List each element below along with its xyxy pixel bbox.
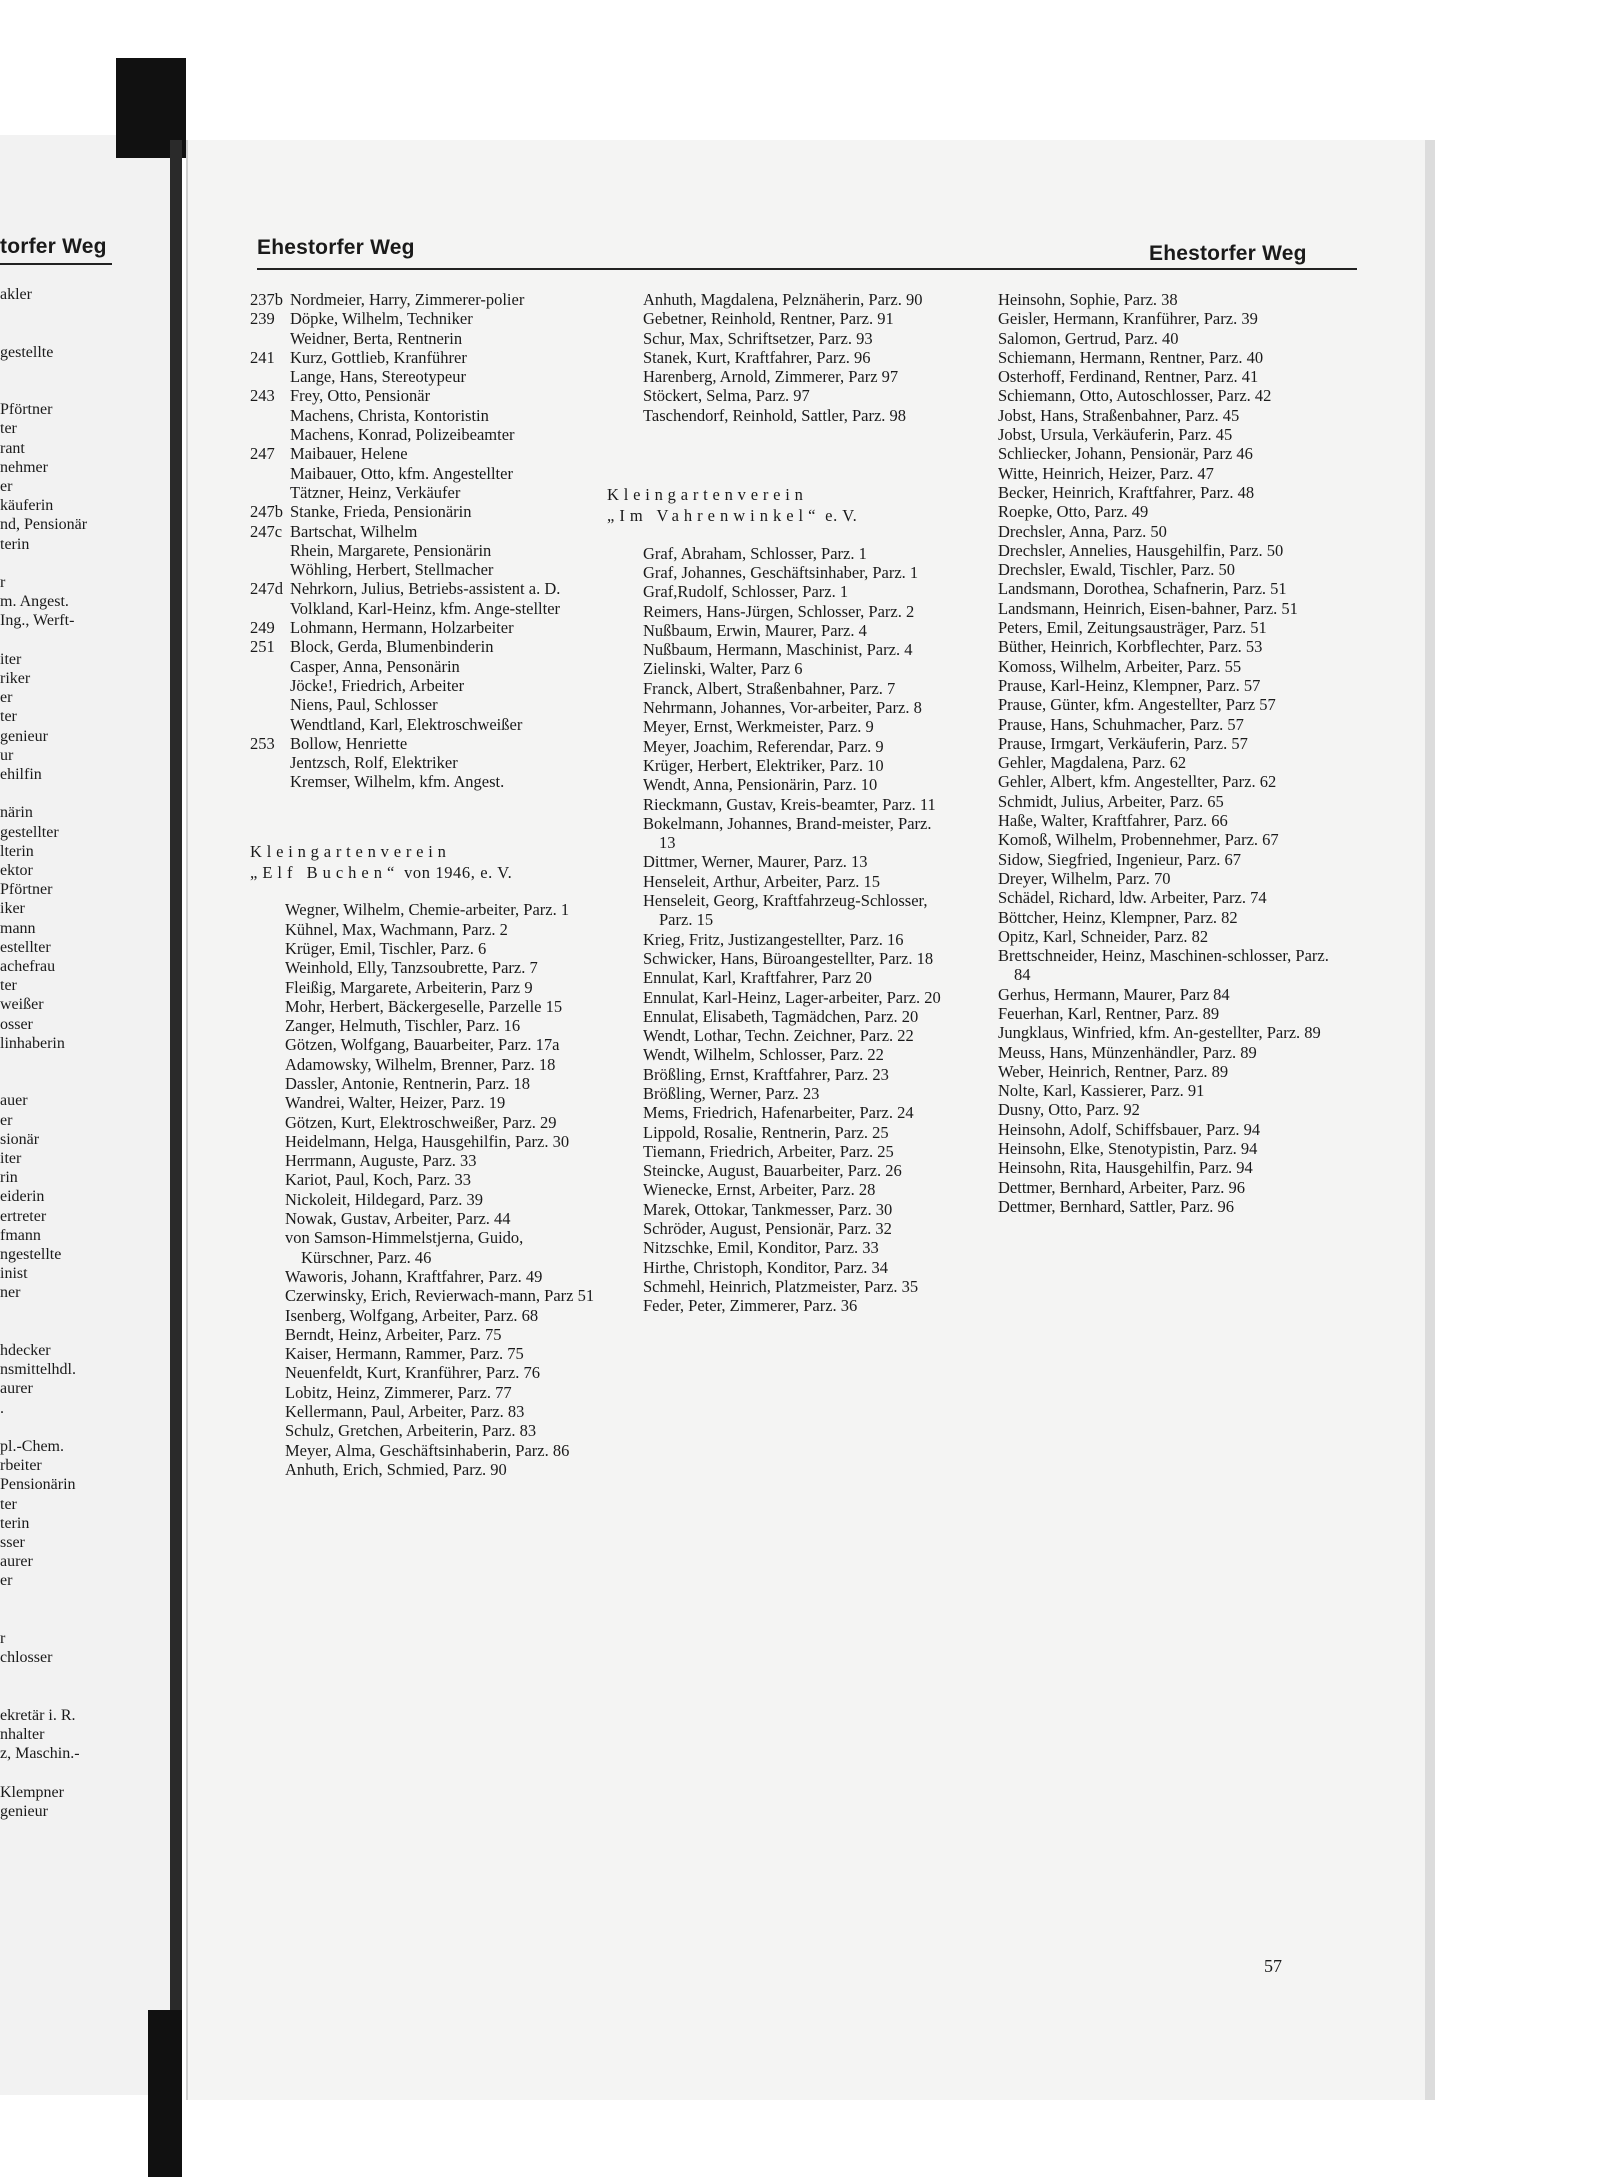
previous-page-line: ter: [0, 708, 17, 726]
member-entry: Jobst, Hans, Straßenbahner, Parz. 45: [998, 405, 1240, 425]
member-entry: Ennulat, Elisabeth, Tagmädchen, Parz. 20: [643, 1006, 919, 1026]
member-entry: Feuerhan, Karl, Rentner, Parz. 89: [998, 1003, 1220, 1023]
member-entry: Weinhold, Elly, Tanzsoubrette, Parz. 7: [285, 958, 538, 978]
previous-page-line: aurer: [0, 1553, 33, 1571]
resident-text: Kurz, Gottlieb, Kranführer: [290, 347, 467, 367]
member-entry: Gehler, Magdalena, Parz. 62: [998, 753, 1187, 773]
resident-entry: [250, 715, 595, 734]
member-entry: Heinsohn, Sophie, Parz. 38: [998, 290, 1178, 309]
resident-text: Jentzsch, Rolf, Elektriker: [290, 753, 458, 773]
member-entry: Dassler, Antonie, Rentnerin, Parz. 18: [285, 1073, 530, 1093]
resident-text: Rhein, Margarete, Pensionärin: [290, 540, 492, 560]
member-entry: Feder, Peter, Zimmerer, Parz. 36: [643, 1296, 858, 1316]
previous-page-line: er: [0, 689, 13, 707]
previous-page-line: ektor: [0, 861, 33, 879]
member-entry: Ennulat, Karl-Heinz, Lager-arbeiter, Parz. 20: [643, 987, 941, 1007]
resident-entry: [250, 309, 595, 328]
resident-entry: [250, 367, 595, 386]
previous-page-line: auer: [0, 1092, 28, 1110]
previous-page-line: [0, 1610, 87, 1629]
member-entry: Graf,Rudolf, Schlosser, Parz. 1: [643, 582, 849, 602]
im-vahrenwinkel-members-continued: [998, 290, 1333, 1216]
im-vahrenwinkel-members-list: [643, 544, 942, 1316]
previous-page-line: närin: [0, 804, 33, 822]
member-entry: Böttcher, Heinz, Klempner, Parz. 82: [998, 907, 1238, 927]
house-number: 247: [250, 444, 275, 464]
member-entry: Fleißig, Margarete, Arbeiterin, Parz 9: [285, 977, 533, 997]
previous-page-line: Ing., Werft-: [0, 612, 75, 630]
member-entry: Gerhus, Hermann, Maurer, Parz 84: [998, 984, 1230, 1004]
resident-entry: [250, 386, 595, 405]
member-entry: Weber, Heinrich, Rentner, Parz. 89: [998, 1061, 1229, 1081]
member-entry: Jobst, Ursula, Verkäuferin, Parz. 45: [998, 425, 1233, 445]
member-entry: Zanger, Helmuth, Tischler, Parz. 16: [285, 1016, 521, 1036]
previous-page-line: nehmer: [0, 458, 48, 476]
member-entry: Anhuth, Erich, Schmied, Parz. 90: [285, 1459, 507, 1479]
previous-page-fragments: [0, 285, 87, 1821]
member-entry: Isenberg, Wolfgang, Arbeiter, Parz. 68: [285, 1305, 539, 1325]
member-entry: Dettmer, Bernhard, Sattler, Parz. 96: [998, 1196, 1235, 1216]
section-subtitle-name: „Elf Buchen“: [250, 863, 400, 883]
member-entry: Opitz, Karl, Schneider, Parz. 82: [998, 926, 1209, 946]
member-entry: Kellermann, Paul, Arbeiter, Parz. 83: [285, 1402, 525, 1422]
previous-page-line: ter: [0, 977, 17, 995]
member-entry: Brößling, Ernst, Kraftfahrer, Parz. 23: [643, 1064, 889, 1084]
page-57: [186, 140, 1428, 2100]
resident-text: Wendtland, Karl, Elektroschweißer: [290, 714, 523, 734]
member-entry: Herrmann, Auguste, Parz. 33: [285, 1151, 477, 1171]
resident-entry: [250, 425, 595, 444]
resident-entry: [250, 599, 595, 618]
member-entry: Meuss, Hans, Münzenhändler, Parz. 89: [998, 1042, 1257, 1062]
previous-page-line: [0, 1687, 87, 1706]
resident-text: Döpke, Wilhelm, Techniker: [290, 309, 473, 329]
member-entry: Drechsler, Annelies, Hausgehilfin, Parz. 50: [998, 540, 1284, 560]
member-entry: Gehler, Albert, kfm. Angestellter, Parz. 62: [998, 772, 1277, 792]
member-entry: Schiemann, Otto, Autoschlosser, Parz. 42: [998, 386, 1272, 406]
member-entry: Sidow, Siegfried, Ingenieur, Parz. 67: [998, 849, 1241, 869]
member-entry: Krüger, Emil, Tischler, Parz. 6: [285, 938, 487, 958]
section-subtitle-rest: von 1946, e. V.: [399, 863, 513, 883]
member-entry: Lobitz, Heinz, Zimmerer, Parz. 77: [285, 1382, 512, 1402]
member-entry: Berndt, Heinz, Arbeiter, Parz. 75: [285, 1324, 502, 1344]
member-entry: Marek, Ottokar, Tankmesser, Parz. 30: [643, 1199, 893, 1219]
house-number: 247b: [250, 502, 283, 522]
member-entry: Büther, Heinrich, Korbflechter, Parz. 53: [998, 637, 1263, 657]
resident-text: Lange, Hans, Stereotypeur: [290, 367, 466, 387]
previous-page-line: aurer: [0, 1380, 33, 1398]
previous-page-line: er: [0, 1111, 13, 1129]
member-entry: Wegner, Wilhelm, Chemie-arbeiter, Parz. 1: [285, 900, 570, 920]
resident-text: Weidner, Berta, Rentnerin: [290, 328, 463, 348]
section-title-kleingartenverein-2: Kleingartenverein: [607, 485, 808, 505]
previous-page-line: eiderin: [0, 1188, 45, 1206]
previous-page-line: genieur: [0, 727, 48, 745]
header-right-title: Ehestorfer Weg: [1149, 242, 1307, 265]
resident-entry: [250, 676, 595, 695]
previous-page-line: ngestellte: [0, 1246, 62, 1264]
previous-page-line: [0, 1667, 87, 1686]
member-entry: Schmehl, Heinrich, Platzmeister, Parz. 35: [643, 1276, 919, 1296]
previous-page-line: rin: [0, 1169, 18, 1187]
resident-entry: [250, 522, 595, 541]
header-left-title: Ehestorfer Weg: [257, 236, 415, 259]
resident-entry: [250, 348, 595, 367]
header-rule: [257, 268, 1357, 270]
previous-page-line: käuferin: [0, 497, 54, 515]
previous-page-line: Pförtner: [0, 881, 53, 899]
resident-text: Tätzner, Heinz, Verkäufer: [290, 482, 461, 502]
resident-entry: [250, 560, 595, 579]
resident-entry: [250, 464, 595, 483]
section-subtitle-name: „Im Vahrenwinkel“: [607, 506, 821, 526]
resident-text: Wöhling, Herbert, Stellmacher: [290, 560, 494, 580]
member-entry: Brößling, Werner, Parz. 23: [643, 1083, 820, 1103]
resident-entry: [250, 579, 595, 598]
member-entry: Nußbaum, Hermann, Maschinist, Parz. 4: [643, 640, 913, 660]
previous-page-line: estellter: [0, 938, 51, 956]
member-entry: Komoss, Wilhelm, Arbeiter, Parz. 55: [998, 656, 1242, 676]
member-entry: Wienecke, Ernst, Arbeiter, Parz. 28: [643, 1180, 876, 1200]
member-entry: Zielinski, Walter, Parz 6: [643, 659, 803, 679]
house-number: 247d: [250, 579, 283, 599]
member-entry: Peters, Emil, Zeitungsausträger, Parz. 51: [998, 618, 1267, 638]
member-entry: Wendt, Lothar, Techn. Zeichner, Parz. 22: [643, 1026, 914, 1046]
previous-page-line: sionär: [0, 1130, 40, 1148]
member-entry: Krieg, Fritz, Justizangestellter, Parz. 16: [643, 929, 904, 949]
previous-page-line: sser: [0, 1534, 25, 1552]
previous-page-line: .: [0, 1399, 4, 1417]
previous-page-line: inist: [0, 1265, 28, 1283]
previous-page-line: r: [0, 573, 6, 591]
member-entry: Neuenfeldt, Kurt, Kranführer, Parz. 76: [285, 1363, 540, 1383]
column-3: [998, 290, 1333, 1216]
previous-page-line: [0, 1303, 87, 1322]
member-entry: Heinsohn, Elke, Stenotypistin, Parz. 94: [998, 1139, 1258, 1159]
member-entry: Graf, Abraham, Schlosser, Parz. 1: [643, 543, 867, 563]
member-entry: Henseleit, Arthur, Arbeiter, Parz. 15: [643, 871, 880, 891]
member-entry: Taschendorf, Reinhold, Sattler, Parz. 98: [643, 405, 907, 425]
resident-text: Machens, Konrad, Polizeibeamter: [290, 425, 515, 445]
member-entry: Schwicker, Hans, Büroangestellter, Parz. 18: [643, 948, 934, 968]
house-number: 247c: [250, 521, 283, 541]
previous-page-line: osser: [0, 1015, 33, 1033]
member-entry: Heinsohn, Adolf, Schiffsbauer, Parz. 94: [998, 1119, 1261, 1139]
previous-page-line: ertreter: [0, 1207, 47, 1225]
previous-page-line: gestellte: [0, 343, 54, 361]
previous-page-line: ner: [0, 1284, 21, 1302]
previous-page-line: weißer: [0, 996, 44, 1014]
member-entry: Steincke, August, Bauarbeiter, Parz. 26: [643, 1161, 902, 1181]
previous-page-line: chlosser: [0, 1649, 53, 1667]
previous-page-line: [0, 554, 87, 573]
elf-buchen-members-list: [285, 900, 595, 1479]
member-entry: Geisler, Hermann, Kranführer, Parz. 39: [998, 309, 1258, 329]
previous-page-line: nhalter: [0, 1725, 45, 1743]
member-entry: Schliecker, Johann, Pensionär, Parz 46: [998, 444, 1253, 464]
section-subtitle-elf-buchen: [250, 863, 595, 882]
resident-entry: [250, 618, 595, 637]
member-entry: Waworis, Johann, Kraftfahrer, Parz. 49: [285, 1266, 543, 1286]
resident-text: Machens, Christa, Kontoristin: [290, 405, 489, 425]
previous-page-line: [0, 323, 87, 342]
page-edge-shadow: [1425, 140, 1435, 2100]
member-entry: Dittmer, Werner, Maurer, Parz. 13: [643, 852, 868, 872]
previous-page-header-rule: [0, 263, 112, 265]
previous-page-line: [0, 362, 87, 381]
resident-text: Volkland, Karl-Heinz, kfm. Ange-stellter: [290, 598, 561, 618]
resident-entry: [250, 637, 595, 656]
member-entry: Heinsohn, Rita, Hausgehilfin, Parz. 94: [998, 1158, 1253, 1178]
member-entry: Dusny, Otto, Parz. 92: [998, 1100, 1140, 1120]
member-entry: Schur, Max, Schriftsetzer, Parz. 93: [643, 328, 873, 348]
member-entry: Wendt, Anna, Pensionärin, Parz. 10: [643, 775, 878, 795]
resident-text: Frey, Otto, Pensionär: [290, 386, 431, 406]
member-entry: Nußbaum, Erwin, Maurer, Parz. 4: [643, 620, 867, 640]
previous-page-line: pl.-Chem.: [0, 1438, 64, 1455]
resident-text: Kremser, Wilhelm, kfm. Angest.: [290, 772, 505, 792]
resident-entry: [250, 290, 595, 309]
member-entry: Drechsler, Ewald, Tischler, Parz. 50: [998, 560, 1235, 580]
member-entry: Meyer, Alma, Geschäftsinhaberin, Parz. 86: [285, 1440, 570, 1460]
previous-page-line: ekretär i. R.: [0, 1706, 76, 1724]
member-entry: Bokelmann, Johannes, Brand-meister, Parz. 13: [643, 813, 932, 853]
resident-entry: [250, 329, 595, 348]
member-entry: Nickoleit, Hildegard, Parz. 39: [285, 1189, 483, 1209]
member-entry: Kariot, Paul, Koch, Parz. 33: [285, 1170, 472, 1190]
member-entry: Rieckmann, Gustav, Kreis-beamter, Parz. 11: [643, 794, 936, 814]
member-entry: von Samson-Himmelstjerna, Guido, Kürschner, Parz. 46: [285, 1228, 524, 1267]
resident-text: Stanke, Frieda, Pensionärin: [290, 502, 472, 522]
house-number: 251: [250, 637, 275, 657]
previous-page-line: er: [0, 477, 13, 495]
previous-page-line: iter: [0, 650, 22, 668]
resident-text: Nehrkorn, Julius, Betriebs-assistent a. D.: [290, 579, 561, 599]
previous-page-line: achefrau: [0, 958, 56, 975]
member-entry: Prause, Irmgart, Verkäuferin, Parz. 57: [998, 733, 1248, 753]
resident-text: Nordmeier, Harry, Zimmerer-polier: [290, 290, 525, 309]
member-entry: Landsmann, Heinrich, Eisen-bahner, Parz. 51: [998, 598, 1298, 618]
previous-page-line: [0, 1591, 87, 1610]
previous-page-line: rant: [0, 439, 25, 457]
house-number: 239: [250, 309, 275, 329]
member-entry: Prause, Hans, Schuhmacher, Parz. 57: [998, 714, 1244, 734]
previous-page-line: Klempner: [0, 1783, 64, 1801]
book-spine-bottom: [148, 2010, 182, 2177]
previous-page-line: [0, 631, 87, 650]
member-entry: Meyer, Joachim, Referendar, Parz. 9: [643, 736, 884, 756]
previous-page-line: ter: [0, 1495, 17, 1513]
resident-entry: [250, 734, 595, 753]
previous-page-line: ehilfin: [0, 765, 42, 783]
previous-page-line: [0, 1322, 87, 1341]
resident-text: Casper, Anna, Pensonärin: [290, 656, 460, 676]
previous-page-line: [0, 381, 87, 400]
previous-page-line: akler: [0, 286, 32, 303]
elf-buchen-members-continued: [643, 290, 942, 425]
member-entry: Krüger, Herbert, Elektriker, Parz. 10: [643, 755, 884, 775]
member-entry: Kaiser, Hermann, Rammer, Parz. 75: [285, 1344, 524, 1364]
resident-entry: [250, 695, 595, 714]
previous-page-line: terin: [0, 1514, 30, 1532]
previous-page-line: m. Angest.: [0, 593, 69, 611]
house-number: 253: [250, 733, 275, 753]
previous-page-line: iter: [0, 1150, 22, 1167]
resident-entry: [250, 502, 595, 521]
member-entry: Mems, Friedrich, Hafenarbeiter, Parz. 24: [643, 1103, 914, 1123]
previous-page-line: [0, 1418, 87, 1437]
member-entry: Anhuth, Magdalena, Pelznäherin, Parz. 90: [643, 290, 923, 309]
member-entry: Tiemann, Friedrich, Arbeiter, Parz. 25: [643, 1141, 894, 1161]
previous-page-line: r: [0, 1630, 6, 1647]
member-entry: Meyer, Ernst, Werkmeister, Parz. 9: [643, 717, 874, 737]
member-entry: Komoß, Wilhelm, Probennehmer, Parz. 67: [998, 830, 1279, 850]
resident-text: Bollow, Henriette: [290, 733, 408, 753]
previous-page-line: [0, 1053, 87, 1072]
section-subtitle-im-vahrenwinkel: [607, 506, 942, 525]
member-entry: Heidelmann, Helga, Hausgehilfin, Parz. 30: [285, 1131, 570, 1151]
member-entry: Prause, Günter, kfm. Angestellter, Parz 57: [998, 695, 1276, 715]
previous-page-line: z, Maschin.-: [0, 1745, 80, 1763]
member-entry: Nitzschke, Emil, Konditor, Parz. 33: [643, 1238, 879, 1258]
member-entry: Schulz, Gretchen, Arbeiterin, Parz. 83: [285, 1421, 537, 1441]
resident-entry: [250, 541, 595, 560]
member-entry: Osterhoff, Ferdinand, Rentner, Parz. 41: [998, 367, 1259, 387]
previous-page-line: Pensionärin: [0, 1476, 76, 1494]
member-entry: Gebetner, Reinhold, Rentner, Parz. 91: [643, 309, 894, 329]
member-entry: Lippold, Rosalie, Rentnerin, Parz. 25: [643, 1122, 889, 1142]
member-entry: Wendt, Wilhelm, Schlosser, Parz. 22: [643, 1045, 884, 1065]
resident-entry: [250, 753, 595, 772]
previous-page-line: [0, 304, 87, 323]
member-entry: Stöckert, Selma, Parz. 97: [643, 386, 810, 406]
previous-page-line: nd, Pensionär: [0, 516, 88, 534]
member-entry: Schröder, August, Pensionär, Parz. 32: [643, 1219, 892, 1239]
member-entry: Becker, Heinrich, Kraftfahrer, Parz. 48: [998, 482, 1255, 502]
resident-text: Maibauer, Otto, kfm. Angestellter: [290, 463, 513, 483]
resident-text: Bartschat, Wilhelm: [290, 521, 418, 541]
house-number: 243: [250, 386, 275, 406]
previous-page-line: rbeiter: [0, 1457, 42, 1475]
house-number: 241: [250, 347, 275, 367]
previous-page-line: genieur: [0, 1802, 48, 1820]
previous-page-line: mann: [0, 919, 36, 937]
member-entry: Reimers, Hans-Jürgen, Schlosser, Parz. 2: [643, 601, 915, 621]
previous-page-line: fmann: [0, 1226, 41, 1244]
member-entry: Franck, Albert, Straßenbahner, Parz. 7: [643, 678, 896, 698]
member-entry: Drechsler, Anna, Parz. 50: [998, 521, 1167, 541]
previous-page-edge: [0, 135, 170, 2095]
previous-page-line: linhaberin: [0, 1034, 65, 1052]
member-entry: Jungklaus, Winfried, kfm. An-gestellter, Parz. 89: [998, 1023, 1321, 1043]
column-2: [607, 290, 942, 1316]
member-entry: Kühnel, Max, Wachmann, Parz. 2: [285, 919, 508, 939]
resident-entry: [250, 657, 595, 676]
house-number: 237b: [250, 290, 283, 309]
previous-page-line: gestellter: [0, 823, 59, 841]
member-entry: Götzen, Wolfgang, Bauarbeiter, Parz. 17a: [285, 1035, 560, 1055]
previous-page-line: terin: [0, 535, 30, 553]
resident-entry: [250, 772, 595, 791]
member-entry: Witte, Heinrich, Heizer, Parz. 47: [998, 463, 1214, 483]
previous-page-line: iker: [0, 900, 25, 918]
member-entry: Nowak, Gustav, Arbeiter, Parz. 44: [285, 1209, 511, 1229]
member-entry: Brettschneider, Heinz, Maschinen-schlosser, Parz. 84: [998, 946, 1329, 985]
column-1: [250, 290, 595, 1479]
member-entry: Haße, Walter, Kraftfahrer, Parz. 66: [998, 811, 1228, 831]
member-entry: Graf, Johannes, Geschäftsinhaber, Parz. 1: [643, 562, 919, 582]
resident-text: Jöcke!, Friedrich, Arbeiter: [290, 675, 465, 695]
member-entry: Henseleit, Georg, Kraftfahrzeug-Schlosser, Parz. 15: [643, 891, 928, 930]
book-gutter: [170, 140, 182, 2100]
member-entry: Hirthe, Christoph, Konditor, Parz. 34: [643, 1257, 888, 1277]
previous-page-line: lterin: [0, 842, 34, 860]
street-residents-list: [250, 290, 595, 792]
member-entry: Czerwinsky, Erich, Revierwach-mann, Parz 51: [285, 1286, 595, 1306]
previous-page-header: torfer Weg: [0, 235, 107, 258]
member-entry: Roepke, Otto, Parz. 49: [998, 502, 1149, 522]
resident-entry: [250, 483, 595, 502]
previous-page-line: ur: [0, 746, 14, 764]
member-entry: Stanek, Kurt, Kraftfahrer, Parz. 96: [643, 347, 871, 367]
member-entry: Schmidt, Julius, Arbeiter, Parz. 65: [998, 791, 1224, 811]
member-entry: Schiemann, Hermann, Rentner, Parz. 40: [998, 347, 1264, 367]
section-subtitle-rest: e. V.: [820, 506, 858, 526]
member-entry: Dreyer, Wilhelm, Parz. 70: [998, 868, 1171, 888]
page-number: 57: [1264, 1956, 1282, 1976]
resident-entry: [250, 406, 595, 425]
section-title-kleingartenverein-1: Kleingartenverein: [250, 841, 451, 861]
previous-page-line: er: [0, 1572, 13, 1590]
member-entry: Landsmann, Dorothea, Schafnerin, Parz. 51: [998, 579, 1287, 599]
resident-text: Maibauer, Helene: [290, 444, 408, 464]
member-entry: Adamowsky, Wilhelm, Brenner, Parz. 18: [285, 1054, 556, 1074]
member-entry: Prause, Karl-Heinz, Klempner, Parz. 57: [998, 675, 1261, 695]
previous-page-line: ter: [0, 420, 17, 438]
resident-text: Niens, Paul, Schlosser: [290, 695, 438, 715]
previous-page-line: nsmittelhdl.: [0, 1361, 76, 1379]
previous-page-line: [0, 1763, 87, 1782]
member-entry: Nehrmann, Johannes, Vor-arbeiter, Parz. 8: [643, 698, 922, 718]
previous-page-line: hdecker: [0, 1342, 51, 1359]
member-entry: Salomon, Gertrud, Parz. 40: [998, 328, 1179, 348]
member-entry: Harenberg, Arnold, Zimmerer, Parz 97: [643, 367, 899, 387]
member-entry: Nolte, Karl, Kassierer, Parz. 91: [998, 1081, 1205, 1101]
member-entry: Wandrei, Walter, Heizer, Parz. 19: [285, 1093, 506, 1113]
member-entry: Dettmer, Bernhard, Arbeiter, Parz. 96: [998, 1177, 1246, 1197]
resident-text: Lohmann, Hermann, Holzarbeiter: [290, 618, 514, 638]
previous-page-line: riker: [0, 669, 31, 687]
member-entry: Ennulat, Karl, Kraftfahrer, Parz 20: [643, 968, 872, 988]
previous-page-line: [0, 1072, 87, 1091]
member-entry: Götzen, Kurt, Elektroschweißer, Parz. 29: [285, 1112, 557, 1132]
member-entry: Mohr, Herbert, Bäckergeselle, Parzelle 15: [285, 996, 563, 1016]
resident-text: Block, Gerda, Blumenbinderin: [290, 637, 494, 657]
previous-page-line: Pförtner: [0, 401, 53, 419]
previous-page-line: [0, 784, 87, 803]
member-entry: Schädel, Richard, ldw. Arbeiter, Parz. 74: [998, 888, 1267, 908]
house-number: 249: [250, 618, 275, 638]
resident-entry: [250, 444, 595, 463]
